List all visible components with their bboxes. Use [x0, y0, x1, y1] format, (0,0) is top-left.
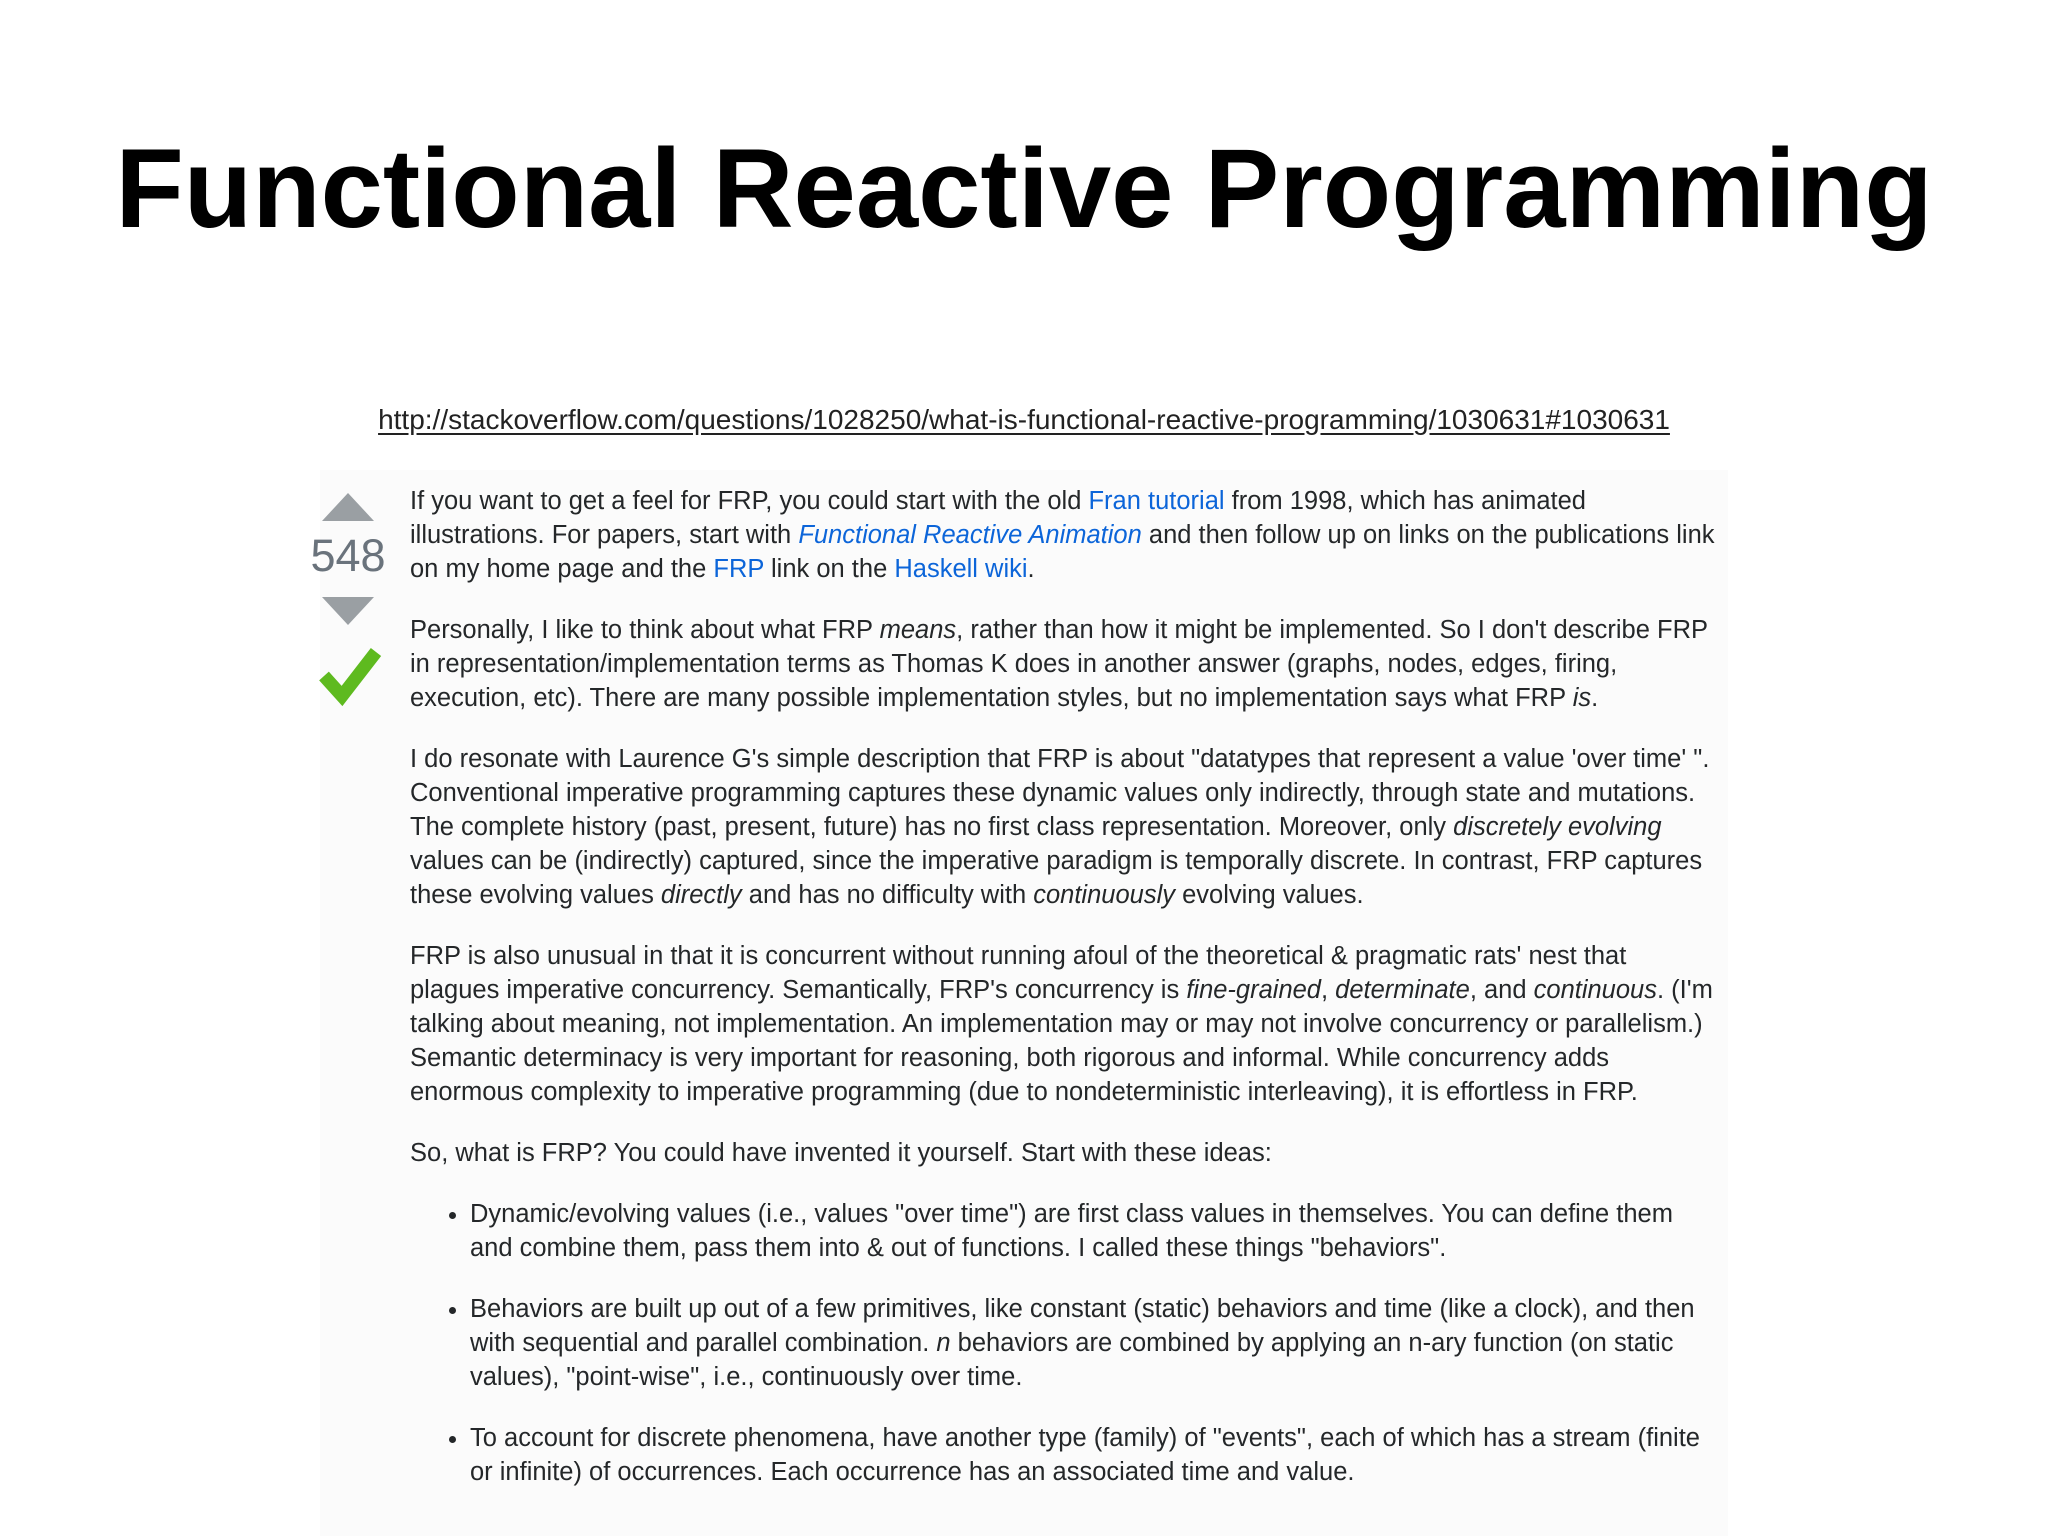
frp-link[interactable]: FRP [713, 555, 764, 583]
list-item: • To account for discrete phenomena, have another type (family) of "events", each of which has a stream (finite or infinite) of occurrences. Each occurrence has an associated time and value. [470, 1421, 1720, 1489]
checkmark-icon [318, 642, 382, 712]
ideas-list [410, 1197, 1720, 1489]
answer-body [410, 484, 1720, 1516]
paragraph-intro: If you want to get a feel for FRP, you could start with the old Fran tutorial from 1998, which has animated illustrations. For papers, start with Functional Reactive Animation and then follow up on links on the publications link on my home page and the FRP link on the Haskell wiki. [410, 487, 1715, 583]
list-item: • Dynamic/evolving values (i.e., values "over time") are first class values in themselves. You can define them and combine them, pass them into & out of functions. I called these things "behaviors". [470, 1197, 1720, 1265]
list-item: • Behaviors are built up out of a few primitives, like constant (static) behaviors and time (like a clock), and then with sequential and parallel combination. n behaviors are combined by applying an n-ary function (on static values), "point-wise", i.e., continuously over time. [470, 1292, 1720, 1394]
fran-tutorial-link[interactable]: Fran tutorial [1088, 487, 1225, 515]
vote-count: 548 [310, 530, 386, 581]
paragraph-what-is-frp: So, what is FRP? You could have invented it yourself. Start with these ideas: [410, 1139, 1272, 1167]
vote-column [310, 470, 386, 730]
slide-title: Functional Reactive Programming [115, 126, 1933, 251]
source-url-link[interactable]: http://stackoverflow.com/questions/1028250/what-is-functional-reactive-programming/1030631#1030631 [378, 404, 1670, 435]
triangle-up-icon[interactable] [322, 493, 374, 523]
functional-reactive-animation-link[interactable]: Functional Reactive Animation [798, 521, 1142, 549]
paragraph-concurrency: FRP is also unusual in that it is concurrent without running afoul of the theoretical & pragmatic rats' nest that plagues imperative concurrency. Semantically, FRP's concurrency is fine-grained, determinate, and continuous. (I'm talking about meaning, not implementation. An implementation may or may not involve concurrency or parallelism.) Semantic determinacy is very important for reasoning, both rigorous and informal. While concurrency adds enormous complexity to imperative programming (due to nondeterministic interleaving), it is effortless in FRP. [410, 942, 1713, 1106]
paragraph-meaning: Personally, I like to think about what FRP means, rather than how it might be implemented. So I don't describe FRP in representation/implementation terms as Thomas K does in another answer (graphs, nodes, edges, firing, execution, etc). There are many possible implementation styles, but no implementation says what FRP is. [410, 616, 1708, 712]
paragraph-over-time: I do resonate with Laurence G's simple description that FRP is about "datatypes that represent a value 'over time' ". Conventional imperative programming captures these dynamic values only indirectly, through state and mutations. The complete history (past, present, future) has no first class representation. Moreover, only discretely evolving values can be (indirectly) captured, since the imperative paradigm is temporally discrete. In contrast, FRP captures these evolving values directly and has no difficulty with continuously evolving values. [410, 745, 1710, 909]
triangle-down-icon[interactable] [322, 595, 374, 625]
haskell-wiki-link[interactable]: Haskell wiki [894, 555, 1028, 583]
answer-screenshot [310, 470, 1728, 1536]
